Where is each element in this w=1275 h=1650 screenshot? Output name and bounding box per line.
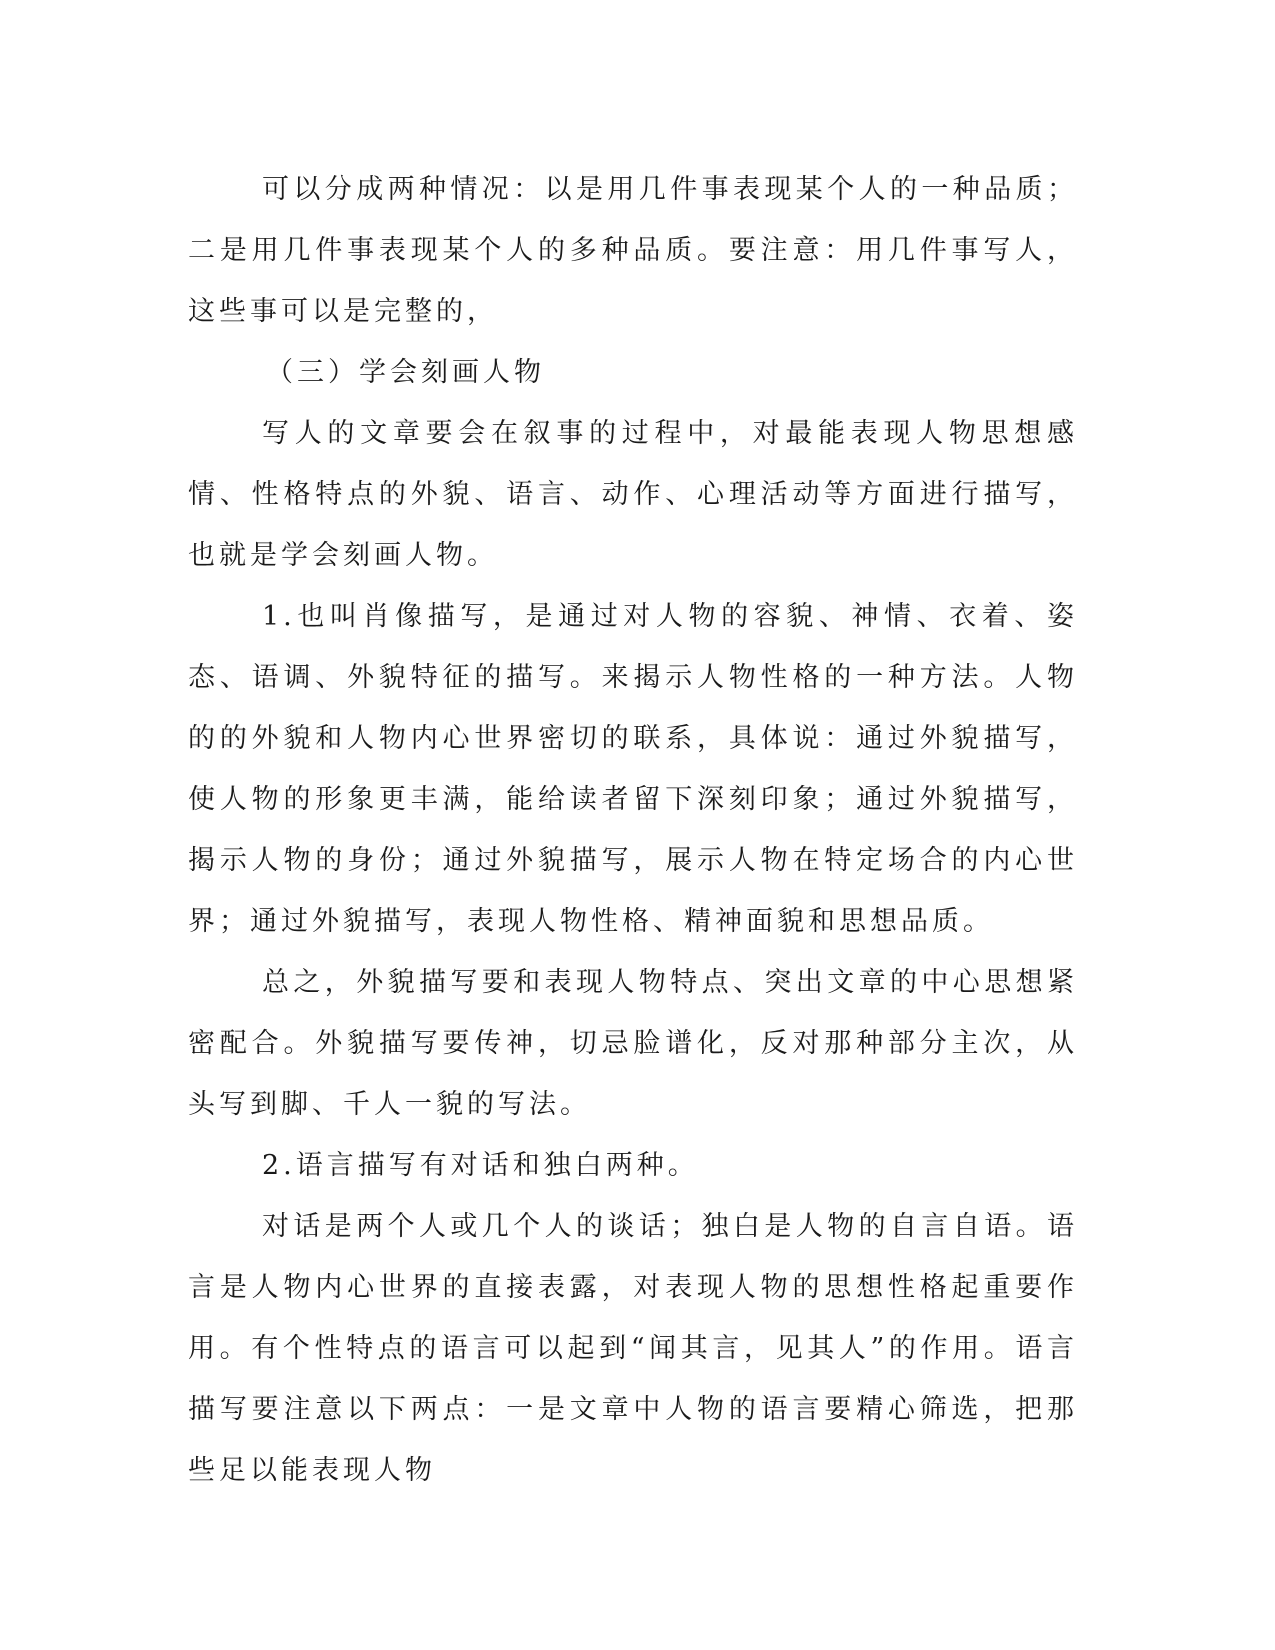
paragraph-summary: 总之，外貌描写要和表现人物特点、突出文章的中心思想紧密配合。外貌描写要传神，切忌脸谱化，反对那种部分主次，从头写到脚、千人一貌的写法。 <box>188 967 1078 1120</box>
paragraph-language-heading: 2.语言描写有对话和独白两种。 <box>262 1150 699 1181</box>
paragraph-portrayal: 写人的文章要会在叙事的过程中，对最能表现人物思想感情、性格特点的外貌、语言、动作、心理活动等方面进行描写，也就是学会刻画人物。 <box>188 418 1078 571</box>
paragraph-intro: 可以分成两种情况：以是用几件事表现某个人的一种品质；二是用几件事表现某个人的多种品质。要注意：用几件事写人，这些事可以是完整的， <box>188 174 1078 327</box>
section-heading: （三）学会刻画人物 <box>266 357 545 388</box>
body-text <box>188 159 1078 1501</box>
paragraph-appearance: 1.也叫肖像描写，是通过对人物的容貌、神情、衣着、姿态、语调、外貌特征的描写。来揭示人物性格的一种方法。人物的的外貌和人物内心世界密切的联系，具体说：通过外貌描写，使人物的形象更丰满，能给读者留下深刻印象；通过外貌描写，揭示人物的身份；通过外貌描写，展示人物在特定场合的内心世界；通过外貌描写，表现人物性格、精神面貌和思想品质。 <box>188 601 1078 937</box>
paragraph-dialogue: 对话是两个人或几个人的谈话；独白是人物的自言自语。语言是人物内心世界的直接表露，对表现人物的思想性格起重要作用。有个性特点的语言可以起到“闻其言，见其人”的作用。语言描写要注意以下两点：一是文章中人物的语言要精心筛选，把那些足以能表现人物 <box>188 1211 1078 1486</box>
